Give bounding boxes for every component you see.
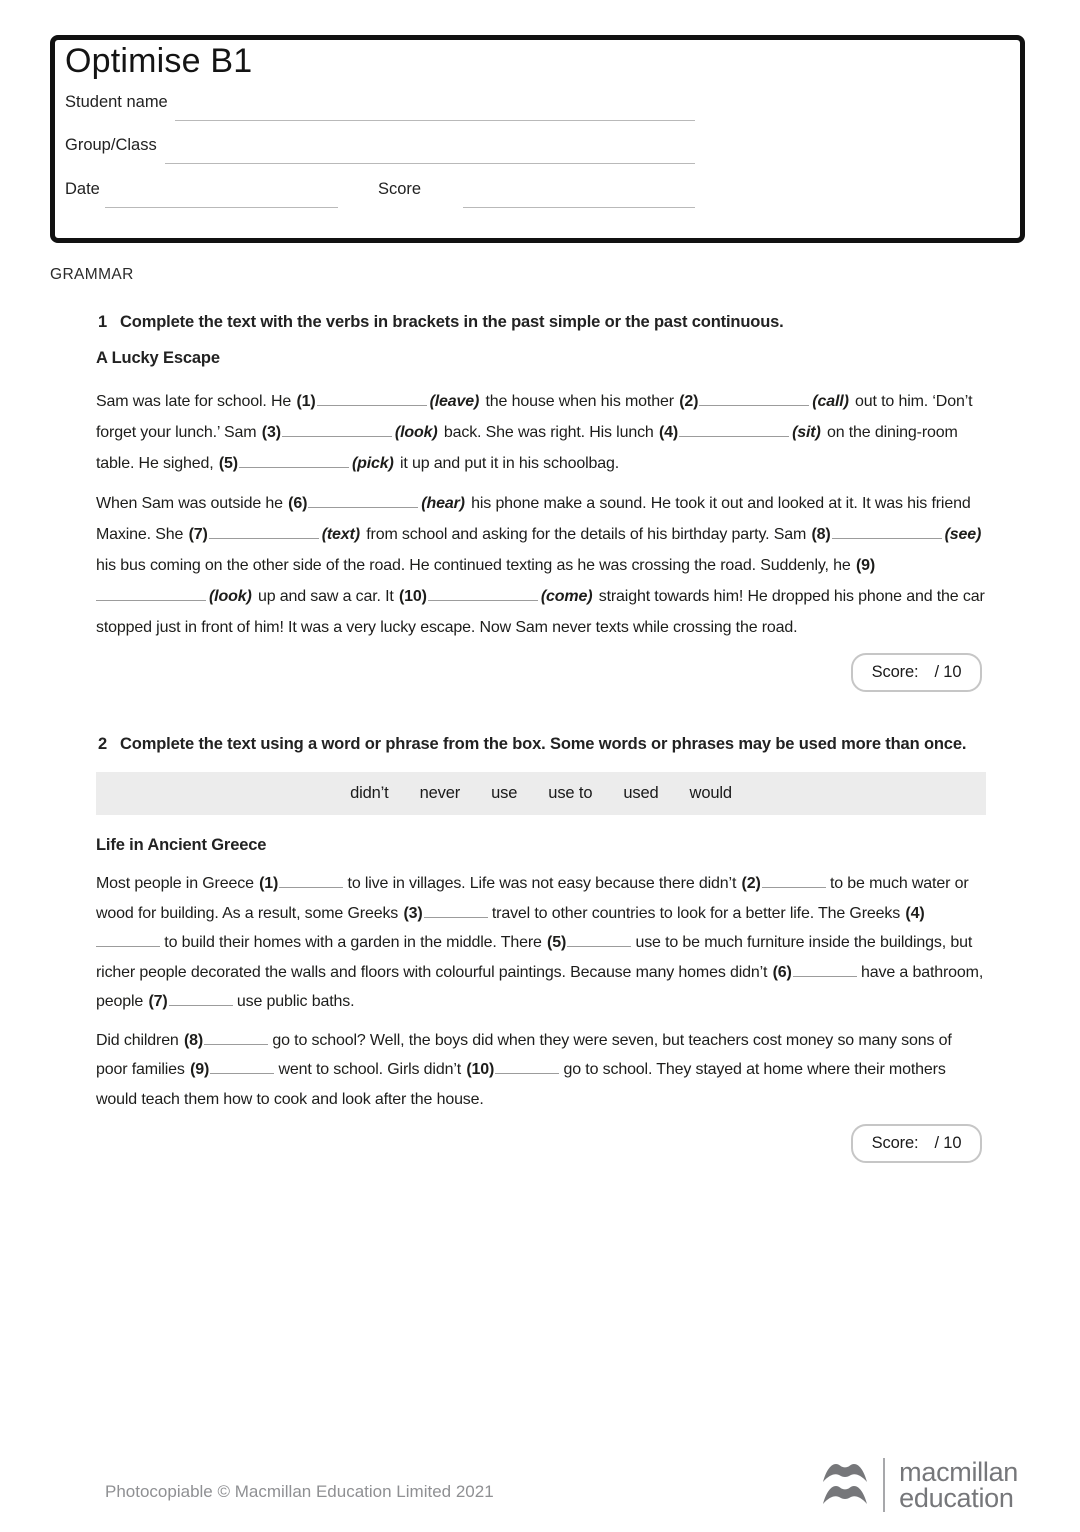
exercise1-instruction: Complete the text with the verbs in brackets in the past simple or the past continuous. [120,313,784,331]
score-label: Score [378,180,422,198]
verb-prompt: (look) [209,588,252,605]
copyright-text: Photocopiable © Macmillan Education Limited 2021 [105,1482,494,1501]
verb-prompt: (sit) [792,424,821,441]
student-name-field-line [175,120,695,121]
paragraph-text: on the dining-room table. He sighed, [96,424,958,472]
answer-blank [762,874,826,888]
exercise2-instruction: Complete the text using a word or phrase from the box. Some words or phrases may be used more than once. [120,735,967,753]
paragraph-text: his bus coming on the other side of the road. He continued texting as he was crossing the road. Suddenly, he [96,557,855,574]
paragraph-text: Did children [96,1031,183,1049]
word-option: use to [548,784,593,802]
exercise2-score-box [851,1124,982,1163]
verb-prompt: (text) [321,526,360,543]
paragraph-text: When Sam was outside he [96,495,288,512]
paragraph-text: to build their homes with a garden in the middle. There [160,934,547,951]
gap-number: (1) [259,875,279,892]
exercise1-heading [98,312,986,332]
answer-blank [679,423,789,437]
paragraph-text: use public baths. [232,993,355,1010]
macmillan-m-icon [821,1459,869,1511]
answer-blank [308,494,418,508]
verb-prompt: (leave) [429,393,480,410]
word-option: use [491,784,518,802]
gap-number: (4) [905,904,925,922]
gap-number: (8) [183,1031,204,1049]
answer-blank [567,933,631,947]
section-heading-grammar: GRAMMAR [50,266,134,283]
score-box-label: Score: [871,663,919,681]
gap-number: (4) [658,424,679,441]
logo-divider [883,1458,885,1512]
exercise2-heading [98,734,986,754]
answer-blank [424,904,488,918]
word-option: would [689,784,732,802]
exercise1-paragraph [96,386,986,479]
paragraph-text: Most people in Greece [96,875,259,892]
gap-number: (7) [188,526,208,543]
logo-text [899,1459,1018,1511]
paragraph-text: travel to other countries to look for a better life. The Greeks [487,904,905,922]
score-box-label: Score: [871,1134,919,1152]
answer-blank [832,525,942,539]
word-box [96,772,986,815]
answer-blank [239,454,349,468]
paragraph-text: go to school? Well, the boys did when they were seven, but teachers cost money so many sons of poor families [96,1031,952,1078]
paragraph-text: use to be much furniture inside the buildings, but richer people decorated the walls and floors with colourful paintings. Because many homes didn’t [96,934,973,981]
gap-number: (2) [679,393,699,410]
exercise2-paragraph [96,1026,986,1115]
gap-number: (1) [296,393,316,410]
gap-number: (3) [403,904,423,922]
paragraph-text: it up and put it in his schoolbag. [395,455,620,472]
answer-blank [317,392,427,406]
answer-blank [96,933,160,947]
exercise1-number: 1 [98,313,108,331]
exercise1-score-box [851,653,982,692]
paragraph-text: Sam was late for school. He [96,393,296,410]
exercise1-paragraph [96,488,986,643]
paragraph-text: to live in villages. Life was not easy because there didn’t [343,875,741,892]
student-name-label: Student name [65,93,168,111]
score-box-value: / 10 [934,1134,962,1152]
content-column [96,312,986,1163]
word-option: used [623,784,659,802]
paragraph-text: straight towards him! He dropped his phone and the car stopped just in front of him! It was a very lucky escape. Now Sam never texts while crossing the road. [96,588,985,636]
answer-blank [169,992,233,1006]
macmillan-logo [821,1458,1018,1512]
answer-blank [209,525,319,539]
answer-blank [282,423,392,437]
gap-number: (2) [741,875,761,892]
exercise2-score-row [96,1124,982,1163]
verb-prompt: (call) [812,393,849,410]
gap-number: (8) [811,526,831,543]
verb-prompt: (come) [540,588,593,605]
paragraph-text: back. She was right. His lunch [439,424,658,441]
paragraph-text: to be much water or wood for building. As a result, some Greeks [96,875,969,922]
paragraph-text: go to school. They stayed at home where their mothers would teach them how to cook and look after the house. [96,1061,946,1108]
gap-number: (7) [148,993,168,1010]
verb-prompt: (hear) [421,495,465,512]
gap-number: (5) [218,455,238,472]
answer-blank [495,1060,559,1074]
gap-number: (3) [261,424,281,441]
gap-number: (6) [772,963,792,981]
paragraph-text: went to school. Girls didn’t [274,1061,466,1078]
paragraph-text: from school and asking for the details of his birthday party. Sam [361,526,811,543]
answer-blank [210,1060,274,1074]
date-label: Date [65,180,100,198]
page-title: Optimise B1 [65,42,253,80]
gap-number: (5) [547,934,567,951]
word-option: didn’t [350,784,389,802]
gap-number: (6) [288,495,308,512]
paragraph-text: the house when his mother [481,393,679,410]
gap-number: (9) [190,1061,210,1078]
logo-line-1: macmillan [899,1457,1018,1487]
paragraph-text: up and saw a car. It [253,588,398,605]
paragraph-text: out to him. ‘Don’t forget your lunch.’ Sam [96,393,973,441]
gap-number: (9) [855,557,876,574]
score-box-value: / 10 [934,663,962,681]
date-field-line [105,207,338,208]
answer-blank [204,1031,268,1045]
answer-blank [428,587,538,601]
answer-blank [96,587,206,601]
header-box [50,35,1025,243]
gap-number: (10) [399,588,427,605]
exercise2-number: 2 [98,735,108,753]
exercise2-title: Life in Ancient Greece [96,836,267,854]
verb-prompt: (look) [394,424,438,441]
score-field-line [463,207,695,208]
verb-prompt: (see) [944,526,982,543]
answer-blank [793,963,857,977]
paragraph-text: have a bathroom, people [96,963,984,1010]
gap-number: (10) [466,1061,495,1078]
group-class-label: Group/Class [65,136,157,154]
word-option: never [419,784,461,802]
exercise2-paragraph [96,869,986,1017]
exercise1-score-row [96,653,982,692]
answer-blank [279,874,343,888]
group-class-field-line [165,163,695,164]
exercise1-title: A Lucky Escape [96,349,220,367]
verb-prompt: (pick) [351,455,394,472]
paragraph-text: his phone make a sound. He took it out and looked at it. It was his friend Maxine. She [96,495,971,543]
logo-line-2: education [899,1483,1014,1513]
answer-blank [699,392,809,406]
